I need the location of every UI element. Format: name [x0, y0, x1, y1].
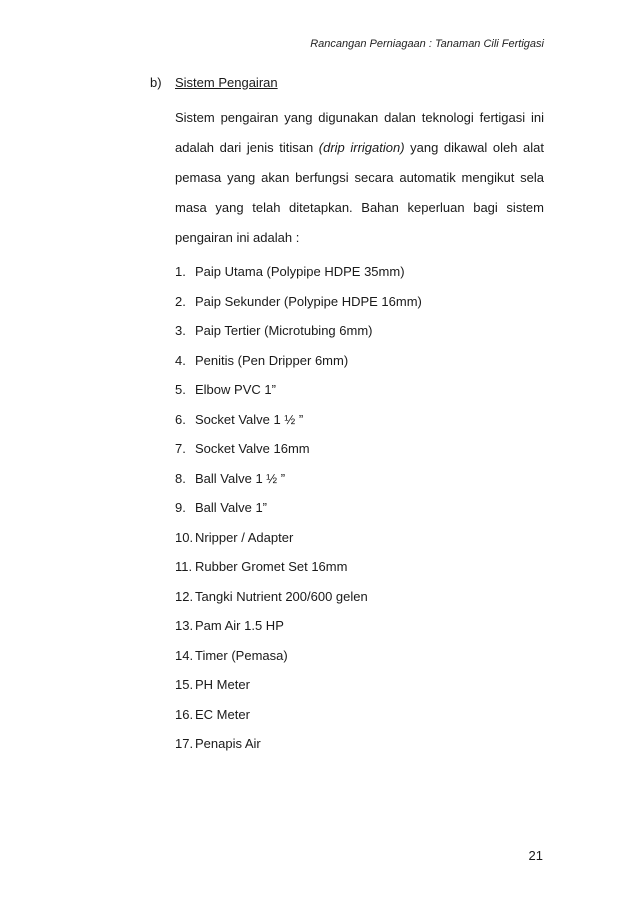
list-item — [175, 729, 544, 759]
list-item-number: 10. — [175, 529, 194, 545]
list-item-number: 4. — [175, 352, 186, 368]
list-item-text: Penitis (Pen Dripper 6mm) — [195, 352, 349, 368]
list-item — [175, 346, 544, 376]
list-item-text: Tangki Nutrient 200/600 gelen — [195, 588, 368, 604]
paragraph-text-1: Sistem pengairan yang digunakan dalan teknologi fertigasi ini adalah dari jenis titisan — [175, 110, 544, 155]
list-item — [175, 434, 544, 464]
list-item-text: Paip Utama (Polypipe HDPE 35mm) — [195, 264, 405, 280]
list-item-text: Pam Air 1.5 HP — [195, 618, 284, 634]
list-item-text: Penapis Air — [195, 736, 261, 752]
list-item-number: 17. — [175, 736, 194, 752]
list-item — [175, 641, 544, 671]
list-item-text: PH Meter — [195, 677, 250, 693]
list-item-text: Ball Valve 1” — [195, 500, 268, 516]
paragraph-text-2: yang dikawal oleh alat pemasa yang akan berfungsi secara automatik mengikut sela masa yang telah ditetapkan. Bahan keperluan bagi sistem pengairan ini adalah : — [175, 140, 545, 245]
list-item-text: Socket Valve 16mm — [195, 441, 310, 457]
list-item — [175, 700, 544, 730]
list-item — [175, 670, 544, 700]
list-item — [175, 464, 544, 494]
list-item-text: EC Meter — [195, 706, 250, 722]
list-item — [175, 493, 544, 523]
list-item — [175, 582, 544, 612]
list-item-text: Ball Valve 1 ½ ” — [195, 470, 286, 486]
paragraph-emphasis: (drip irrigation) — [318, 140, 405, 155]
list-item — [175, 287, 544, 317]
list-item-number: 9. — [175, 500, 186, 516]
list-item — [175, 552, 544, 582]
list-item — [175, 611, 544, 641]
section-sistem-pengairan — [150, 75, 544, 759]
list-item-text: Socket Valve 1 ½ ” — [195, 411, 304, 427]
list-item-text: Paip Tertier (Microtubing 6mm) — [195, 323, 373, 339]
list-item — [175, 523, 544, 553]
list-item-text: Rubber Gromet Set 16mm — [195, 559, 348, 575]
materials-list — [175, 257, 544, 759]
intro-paragraph — [175, 103, 544, 253]
list-item — [175, 375, 544, 405]
section-heading: Sistem Pengairan — [175, 75, 278, 90]
list-item — [175, 405, 544, 435]
list-item-number: 3. — [175, 323, 186, 339]
list-item-text: Timer (Pemasa) — [195, 647, 288, 663]
list-item-number: 11. — [175, 559, 193, 575]
list-item — [175, 316, 544, 346]
list-item-number: 16. — [175, 706, 194, 722]
list-item-number: 5. — [175, 382, 186, 398]
list-item-number: 2. — [175, 293, 186, 309]
list-item-text: Nripper / Adapter — [195, 529, 294, 545]
list-item-text: Elbow PVC 1” — [195, 382, 276, 398]
list-item-number: 14. — [175, 647, 194, 663]
list-item — [175, 257, 544, 287]
section-marker: b) — [150, 75, 162, 90]
list-item-number: 7. — [175, 441, 186, 457]
list-item-number: 12. — [175, 588, 194, 604]
list-item-number: 13. — [175, 618, 194, 634]
list-item-text: Paip Sekunder (Polypipe HDPE 16mm) — [195, 293, 422, 309]
section-title — [150, 75, 544, 90]
list-item-number: 1. — [175, 264, 186, 280]
list-item-number: 8. — [175, 470, 186, 486]
list-item-number: 15. — [175, 677, 194, 693]
list-item-number: 6. — [175, 411, 186, 427]
running-header: Rancangan Perniagaan : Tanaman Cili Fertigasi — [310, 38, 544, 50]
page-number: 21 — [528, 848, 543, 863]
